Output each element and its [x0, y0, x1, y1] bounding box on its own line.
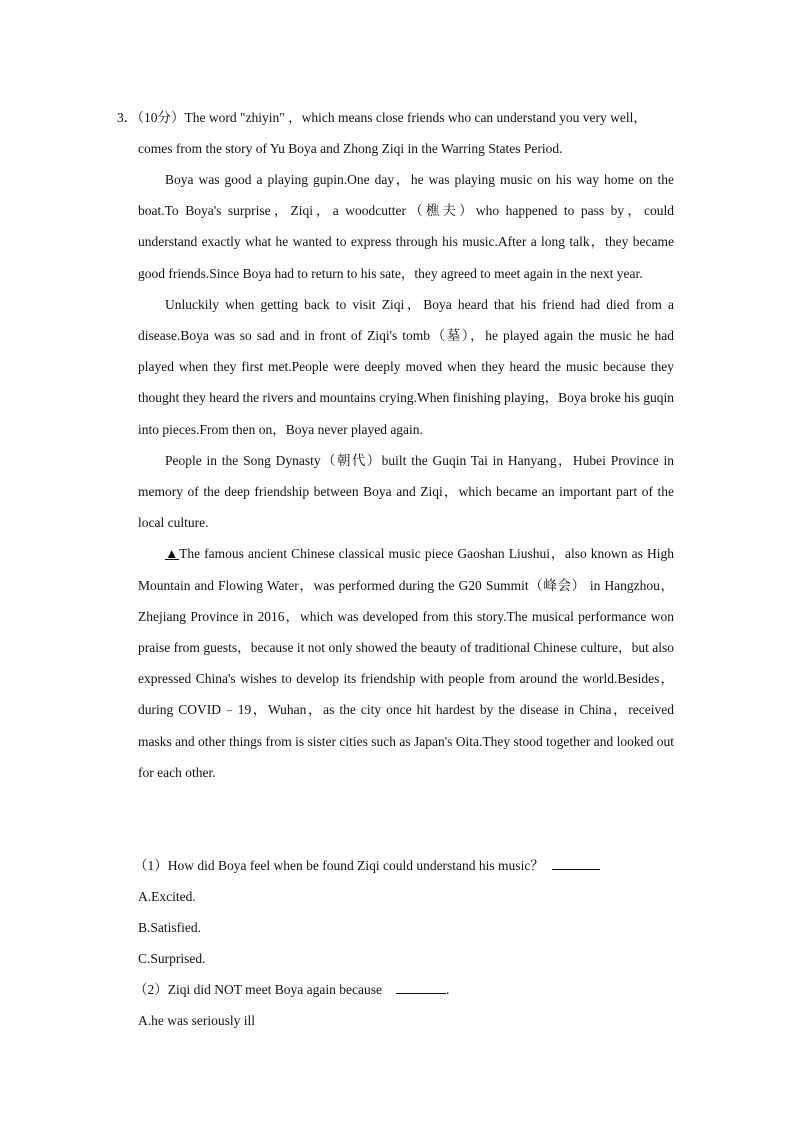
option-1b: B.Satisfied.: [138, 920, 201, 935]
passage-paragraph-1: Boya was good a playing gupin.One day，he was playing music on his way home on the boat.To Boya's surprise，Ziqi，a woodcutter（樵夫）who happened to pass by，could understand exactly what he wanted to express through his music.After a long talk，they became good friends.Since Boya had to return to his sate，they agreed to meet again in the next year.: [138, 172, 674, 281]
option-2a: A.he was seriously ill: [138, 1013, 255, 1028]
question-2-end: .: [445, 982, 450, 997]
question-number: 3．（10分）: [117, 110, 185, 125]
question-1-text: （1）How did Boya feel when be found Ziqi could understand his music？: [134, 858, 544, 873]
question-1: [134, 850, 678, 881]
answer-blank-1[interactable]: [552, 855, 600, 870]
passage-paragraph-2: Unluckily when getting back to visit Ziqi，Boya heard that his friend had died from a disease.Boya was so sad and in front of Ziqi's tomb（墓），he played again the music he had played when they first met.People were deeply moved when they heard the music because they thought they heard the rivers and mountains crying.When finishing playing，Boya broke his guqin into pieces.From then on，Boya never played again.: [138, 296, 674, 437]
question-intro-line-2: comes from the story of Yu Boya and Zhong Ziqi in the Warring States Period.: [138, 141, 563, 156]
option-1a: A.Excited.: [138, 889, 196, 904]
option-1c: C.Surprised.: [138, 951, 206, 966]
question-list: [134, 850, 678, 1036]
blank-marker: ▲: [165, 546, 180, 562]
question-intro-text: The word "zhiyin" ，which means close friends who can understand you very well，: [184, 110, 647, 125]
reading-passage: [138, 164, 674, 788]
question-2: [134, 974, 678, 1005]
passage-paragraph-4: [138, 538, 674, 788]
passage-paragraph-3: People in the Song Dynasty（朝代）built the Guqin Tai in Hanyang，Hubei Province in memory of the deep friendship between Boya and Ziqi，which became an important part of the local culture.: [138, 452, 674, 531]
passage-paragraph-4-text: The famous ancient Chinese classical music piece Gaoshan Liushui，also known as High Mountain and Flowing Water，was performed during the G20 Summit（峰会） in Hangzhou，Zhejiang Province in 2016，which was developed from this story.The musical performance won praise from guests，because it not only showed the beauty of traditional Chinese culture，but also expressed China's wishes to develop its friendship with people from around the world.Besides，during COVID﹣19，Wuhan，as the city once hit hardest by the disease in China，received masks and other things from is sister cities such as Japan's Oita.They stood together and looked out for each other.: [138, 546, 674, 780]
question-2-text: （2）Ziqi did NOT meet Boya again because: [134, 982, 382, 997]
question-intro-line-1: [117, 102, 677, 133]
answer-blank-2[interactable]: [396, 979, 446, 994]
